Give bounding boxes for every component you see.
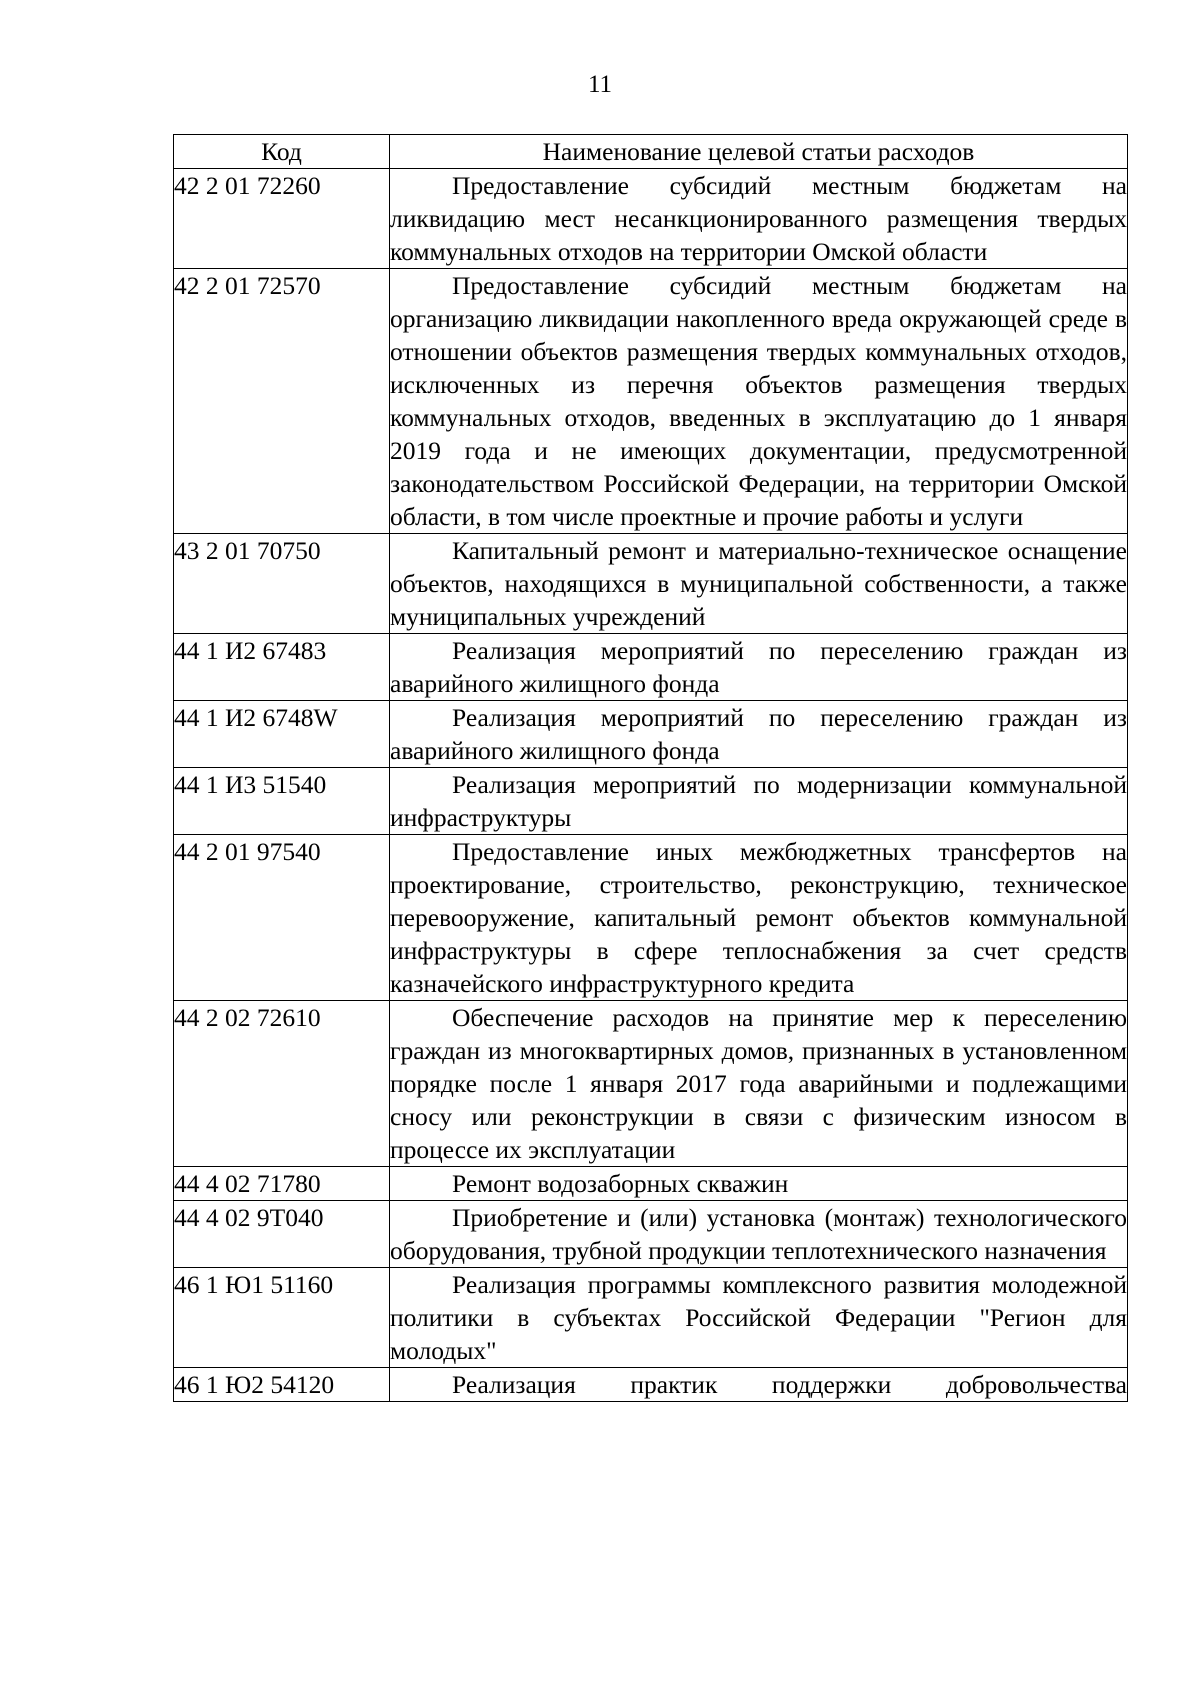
row-name: Предоставление субсидий местным бюджетам на организацию ликвидации накопленного вреда окружающей среде в отношении объектов размещения твердых коммунальных отходов, исключенных из перечня объектов размещения твердых коммунальных отходов, введенных в эксплуатацию до 1 января 2019 года и не имеющих документации, предусмотренной законодательством Российской Федерации, на территории Омской области, в том числе проектные и прочие работы и услуги [390,269,1128,534]
row-name: Приобретение и (или) установка (монтаж) технологического оборудования, трубной продукции теплотехнического назначения [390,1201,1128,1268]
row-code: 44 1 И3 51540 [174,768,390,835]
table-header-row [174,135,1128,169]
row-code: 43 2 01 70750 [174,534,390,634]
row-code: 44 1 И2 67483 [174,634,390,701]
row-name: Ремонт водозаборных скважин [390,1167,1128,1201]
row-code: 44 4 02 71780 [174,1167,390,1201]
row-name: Предоставление субсидий местным бюджетам на ликвидацию мест несанкционированного размещения твердых коммунальных отходов на территории Омской области [390,169,1128,269]
row-code: 46 1 Ю1 51160 [174,1268,390,1368]
table-row [174,534,1128,634]
row-code: 44 1 И2 6748W [174,701,390,768]
name-column-header: Наименование целевой статьи расходов [390,135,1128,169]
row-code: 44 2 02 72610 [174,1001,390,1167]
row-name: Реализация практик поддержки добровольчества [452,1370,1127,1399]
page-number: 11 [587,71,613,98]
table-row [174,701,1128,768]
code-column-header: Код [174,135,390,169]
row-name: Капитальный ремонт и материально-техническое оснащение объектов, находящихся в муниципальной собственности, а также муниципальных учреждений [390,534,1128,634]
budget-classification-table [173,134,1128,1402]
row-code: 42 2 01 72570 [174,269,390,534]
row-name: Предоставление иных межбюджетных трансфертов на проектирование, строительство, реконструкцию, техническое перевооружение, капитальный ремонт объектов коммунальной инфраструктуры в сфере теплоснабжения за счет средств казначейского инфраструктурного кредита [390,835,1128,1001]
row-code: 44 2 01 97540 [174,835,390,1001]
table-row [174,169,1128,269]
row-name: Реализация программы комплексного развития молодежной политики в субъектах Российской Федерации "Регион для молодых" [390,1268,1128,1368]
row-name: Обеспечение расходов на принятие мер к переселению граждан из многоквартирных домов, признанных в установленном порядке после 1 января 2017 года аварийными и подлежащими сносу или реконструкции в связи с физическим износом в процессе их эксплуатации [390,1001,1128,1167]
row-code: 44 4 02 9Т040 [174,1201,390,1268]
table-row [174,1368,1128,1402]
table-row [174,269,1128,534]
row-name-cell [390,1368,1128,1402]
table-row [174,1167,1128,1201]
row-code: 42 2 01 72260 [174,169,390,269]
row-name: Реализация мероприятий по переселению граждан из аварийного жилищного фонда [390,701,1128,768]
table-row [174,768,1128,835]
table-row [174,634,1128,701]
row-name: Реализация мероприятий по модернизации коммунальной инфраструктуры [390,768,1128,835]
table-row [174,835,1128,1001]
table-row [174,1201,1128,1268]
row-name: Реализация мероприятий по переселению граждан из аварийного жилищного фонда [390,634,1128,701]
row-code: 46 1 Ю2 54120 [174,1368,390,1402]
table-row [174,1268,1128,1368]
table-row [174,1001,1128,1167]
